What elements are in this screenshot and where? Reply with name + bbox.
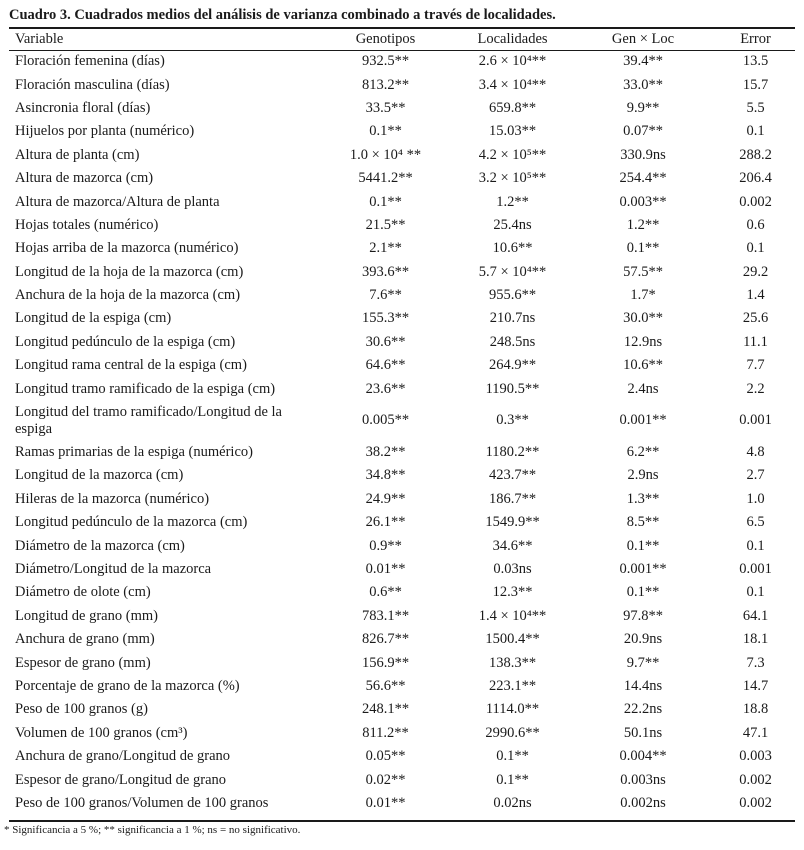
cell-genotipos: 0.9**	[369, 537, 402, 554]
table-row	[9, 441, 801, 464]
cell-variable: Longitud de la mazorca (cm)	[15, 467, 184, 484]
table-row	[9, 745, 801, 768]
cell-error: 1.4	[746, 287, 765, 304]
table-row	[9, 261, 801, 284]
cell-gen-loc: 0.004**	[619, 748, 667, 765]
cell-gen-loc: 14.4ns	[623, 677, 663, 694]
table-row	[9, 354, 801, 377]
table-row	[9, 722, 801, 745]
cell-genotipos: 0.6**	[369, 584, 402, 601]
cell-error: 2.2	[746, 380, 765, 397]
table-row	[9, 237, 801, 260]
cell-error: 13.5	[742, 53, 769, 70]
cell-genotipos: 932.5**	[361, 53, 410, 70]
cell-genotipos: 393.6**	[361, 263, 410, 280]
table-row	[9, 581, 801, 604]
cell-localidades: 2.6 × 10⁴**	[478, 53, 547, 70]
table-row	[9, 307, 801, 330]
cell-genotipos: 2.1**	[369, 240, 402, 257]
cell-gen-loc: 1.2**	[626, 216, 660, 233]
cell-error: 0.1	[746, 537, 765, 554]
cell-genotipos: 24.9**	[365, 490, 406, 507]
cell-variable: Longitud rama central de la espiga (cm)	[15, 357, 247, 374]
cell-genotipos: 7.6**	[369, 287, 402, 304]
cell-genotipos: 64.6**	[365, 357, 406, 374]
cell-gen-loc: 57.5**	[623, 263, 663, 280]
table-row	[9, 698, 801, 721]
cell-variable: Hijuelos por planta (numérico)	[15, 123, 195, 140]
cell-localidades: 1180.2**	[485, 444, 540, 461]
cell-error: 47.1	[742, 724, 769, 741]
cell-variable: Hileras de la mazorca (numérico)	[15, 490, 210, 507]
cell-variable: Diámetro/Longitud de la mazorca	[15, 561, 212, 577]
cell-gen-loc: 20.9ns	[623, 631, 663, 648]
table-row	[9, 377, 801, 400]
cell-localidades: 34.6**	[492, 537, 533, 554]
cell-gen-loc: 8.5**	[626, 514, 660, 531]
cell-gen-loc: 30.0**	[623, 310, 663, 327]
cell-error: 0.001	[739, 412, 772, 429]
cell-variable: Longitud pedúnculo de la espiga (cm)	[15, 333, 236, 350]
cell-localidades: 0.03ns	[493, 561, 532, 577]
cell-genotipos: 826.7**	[361, 631, 410, 648]
cell-error: 0.1	[746, 123, 765, 140]
cell-gen-loc: 1.3**	[626, 490, 660, 507]
footnote: * Significancia a 5 %; ** significancia a 1 %; ns = no significativo.	[4, 824, 301, 836]
cell-gen-loc: 97.8**	[623, 607, 663, 624]
table-row	[9, 284, 801, 307]
cell-error: 6.5	[746, 514, 765, 531]
table-row	[9, 464, 801, 487]
cell-localidades: 1.2**	[496, 193, 529, 210]
cell-localidades: 248.5ns	[489, 333, 536, 350]
cell-error: 0.002	[739, 193, 772, 210]
cell-localidades: 25.4ns	[493, 216, 532, 233]
cell-variable: Altura de mazorca (cm)	[15, 170, 154, 187]
cell-localidades: 3.4 × 10⁴**	[478, 76, 547, 93]
cell-gen-loc: 33.0**	[623, 76, 663, 93]
cell-gen-loc: 2.9ns	[627, 467, 659, 484]
cell-variable: Longitud de la hoja de la mazorca (cm)	[15, 263, 244, 280]
cell-localidades: 0.1**	[496, 748, 529, 765]
cell-genotipos: 30.6**	[365, 333, 406, 350]
cell-variable: Anchura de la hoja de la mazorca (cm)	[15, 287, 241, 304]
table-row	[9, 628, 801, 651]
cell-error: 25.6	[742, 310, 769, 327]
table-row	[9, 167, 801, 190]
cell-variable: Peso de 100 granos (g)	[15, 701, 148, 718]
cell-localidades: 15.03**	[488, 123, 537, 140]
cell-variable: Longitud de grano (mm)	[15, 607, 158, 624]
cell-localidades: 186.7**	[488, 490, 537, 507]
cell-gen-loc: 0.003ns	[620, 771, 666, 788]
cell-error: 7.7	[746, 357, 765, 374]
cell-localidades: 0.1**	[496, 771, 529, 788]
cell-error: 4.8	[746, 444, 765, 461]
table-row	[9, 511, 801, 534]
table-row	[9, 768, 801, 791]
cell-localidades: 12.3**	[492, 584, 533, 601]
cell-genotipos: 56.6**	[365, 677, 406, 694]
cell-variable: Espesor de grano/Longitud de grano	[15, 771, 227, 788]
cell-error: 0.002	[739, 771, 772, 788]
cell-variable: Peso de 100 granos/Volumen de 100 granos	[15, 794, 269, 811]
cell-error: 0.1	[746, 240, 765, 257]
cell-localidades: 223.1**	[488, 677, 537, 694]
cell-variable: Longitud pedúnculo de la mazorca (cm)	[15, 514, 248, 531]
table-row	[9, 144, 801, 167]
cell-error: 206.4	[739, 170, 772, 187]
cell-error: 5.5	[746, 99, 765, 116]
cell-localidades: 138.3**	[488, 654, 537, 671]
cell-localidades: 10.6**	[492, 240, 533, 257]
cell-error: 288.2	[739, 146, 772, 163]
cell-localidades: 1190.5**	[485, 380, 540, 397]
cell-genotipos: 155.3**	[361, 310, 410, 327]
cell-genotipos: 0.005**	[361, 412, 410, 429]
cell-variable: Ramas primarias de la espiga (numérico)	[15, 444, 253, 461]
cell-localidades: 0.3**	[496, 412, 529, 429]
table-row	[9, 558, 801, 581]
cell-genotipos: 0.1**	[369, 193, 402, 210]
cell-variable: Hojas totales (numérico)	[15, 216, 159, 233]
cell-localidades: 659.8**	[488, 99, 537, 116]
cell-variable: Floración femenina (días)	[15, 53, 165, 70]
cell-genotipos: 0.1**	[369, 123, 402, 140]
cell-genotipos: 248.1**	[361, 701, 410, 718]
cell-variable: Floración masculina (días)	[15, 76, 170, 93]
cell-genotipos: 34.8**	[365, 467, 406, 484]
cell-genotipos: 0.01**	[365, 561, 406, 577]
cell-localidades: 1500.4**	[485, 631, 540, 648]
anova-table	[9, 28, 801, 815]
cell-gen-loc: 254.4**	[619, 170, 667, 187]
cell-genotipos: 811.2**	[362, 724, 409, 741]
cell-localidades: 0.02ns	[493, 794, 532, 811]
cell-gen-loc: 10.6**	[623, 357, 663, 374]
cell-localidades: 1114.0**	[485, 701, 540, 718]
cell-error: 64.1	[742, 607, 769, 624]
cell-genotipos: 21.5**	[365, 216, 406, 233]
cell-error: 2.7	[746, 467, 765, 484]
table-row	[9, 214, 801, 237]
table-row	[9, 488, 801, 511]
table-row	[9, 675, 801, 698]
cell-variable: Asincronia floral (días)	[15, 99, 151, 116]
cell-variable: Altura de mazorca/Altura de planta	[15, 193, 220, 210]
cell-localidades: 2990.6**	[485, 724, 540, 741]
cell-localidades: 264.9**	[488, 357, 537, 374]
table-row	[9, 97, 801, 120]
cell-error: 15.7	[742, 76, 769, 93]
table-row	[9, 534, 801, 557]
cell-variable: Longitud del tramo ramificado/Longitud de la espiga	[15, 403, 282, 437]
cell-variable: Anchura de grano/Longitud de grano	[15, 748, 231, 765]
cell-gen-loc: 0.002ns	[620, 794, 666, 811]
cell-genotipos: 0.01**	[365, 794, 406, 811]
table-row	[9, 605, 801, 628]
cell-error: 0.003	[739, 748, 772, 765]
table-caption: Cuadro 3. Cuadrados medios del análisis de varianza combinado a través de localidades.	[9, 7, 556, 23]
header-localidades: Localidades	[477, 30, 548, 47]
cell-variable: Diámetro de olote (cm)	[15, 584, 151, 601]
cell-gen-loc: 0.07**	[623, 123, 663, 140]
cell-genotipos: 813.2**	[361, 76, 410, 93]
header-genotipos: Genotipos	[355, 30, 416, 47]
cell-error: 0.6	[746, 216, 765, 233]
table-row	[9, 190, 801, 213]
cell-localidades: 3.2 × 10⁵**	[478, 170, 547, 187]
cell-variable: Longitud tramo ramificado de la espiga (cm)	[15, 380, 276, 397]
cell-localidades: 1.4 × 10⁴**	[478, 607, 547, 624]
cell-gen-loc: 0.001**	[619, 412, 667, 429]
cell-variable: Espesor de grano (mm)	[15, 654, 151, 671]
cell-gen-loc: 9.7**	[626, 654, 660, 671]
cell-variable: Anchura de grano (mm)	[15, 631, 155, 648]
cell-gen-loc: 1.7*	[630, 287, 656, 304]
cell-genotipos: 23.6**	[365, 380, 406, 397]
cell-gen-loc: 22.2ns	[623, 701, 663, 718]
cell-genotipos: 783.1**	[361, 607, 410, 624]
cell-variable: Porcentaje de grano de la mazorca (%)	[15, 677, 240, 694]
cell-gen-loc: 330.9ns	[620, 146, 666, 163]
cell-localidades: 210.7ns	[489, 310, 536, 327]
table-row	[9, 401, 801, 441]
cell-gen-loc: 9.9**	[626, 99, 660, 116]
table-row	[9, 50, 801, 73]
cell-error: 1.0	[746, 490, 765, 507]
cell-genotipos: 1.0 × 10⁴ **	[349, 146, 422, 163]
cell-error: 14.7	[742, 677, 769, 694]
cell-localidades: 5.7 × 10⁴**	[478, 263, 547, 280]
header-gen-loc: Gen × Loc	[611, 30, 675, 47]
cell-genotipos: 38.2**	[365, 444, 406, 461]
cell-variable: Hojas arriba de la mazorca (numérico)	[15, 240, 239, 257]
table-row	[9, 120, 801, 143]
cell-error: 0.002	[739, 794, 772, 811]
cell-gen-loc: 0.001**	[619, 561, 667, 577]
cell-localidades: 955.6**	[488, 287, 537, 304]
cell-genotipos: 5441.2**	[358, 170, 413, 187]
cell-gen-loc: 0.1**	[626, 240, 660, 257]
cell-localidades: 1549.9**	[485, 514, 540, 531]
cell-error: 11.1	[743, 333, 768, 350]
cell-variable: Diámetro de la mazorca (cm)	[15, 537, 185, 554]
cell-localidades: 4.2 × 10⁵**	[478, 146, 547, 163]
table-row	[9, 651, 801, 674]
header-variable: Variable	[15, 30, 64, 47]
table-body	[9, 50, 801, 815]
cell-error: 7.3	[746, 654, 765, 671]
cell-error: 0.001	[739, 561, 772, 577]
cell-error: 18.1	[742, 631, 769, 648]
table-row	[9, 792, 801, 815]
cell-genotipos: 0.02**	[365, 771, 406, 788]
cell-gen-loc: 39.4**	[623, 53, 663, 70]
cell-genotipos: 156.9**	[361, 654, 410, 671]
cell-gen-loc: 0.1**	[626, 537, 660, 554]
cell-gen-loc: 0.1**	[626, 584, 660, 601]
cell-gen-loc: 12.9ns	[623, 333, 663, 350]
cell-gen-loc: 0.003**	[619, 193, 667, 210]
header-row	[9, 28, 801, 50]
table-row	[9, 331, 801, 354]
cell-gen-loc: 2.4ns	[627, 380, 659, 397]
cell-localidades: 423.7**	[488, 467, 537, 484]
cell-variable: Altura de planta (cm)	[15, 146, 140, 163]
cell-variable: Volumen de 100 granos (cm³)	[15, 724, 188, 741]
cell-error: 0.1	[746, 584, 765, 601]
cell-genotipos: 26.1**	[365, 514, 406, 531]
cell-gen-loc: 50.1ns	[623, 724, 663, 741]
cell-error: 18.8	[742, 701, 769, 718]
header-error: Error	[740, 30, 771, 47]
cell-genotipos: 33.5**	[365, 99, 406, 116]
bottom-rule	[9, 820, 795, 822]
cell-genotipos: 0.05**	[365, 748, 406, 765]
cell-error: 29.2	[742, 263, 769, 280]
cell-variable: Longitud de la espiga (cm)	[15, 310, 172, 327]
cell-gen-loc: 6.2**	[626, 444, 660, 461]
table-row	[9, 73, 801, 96]
